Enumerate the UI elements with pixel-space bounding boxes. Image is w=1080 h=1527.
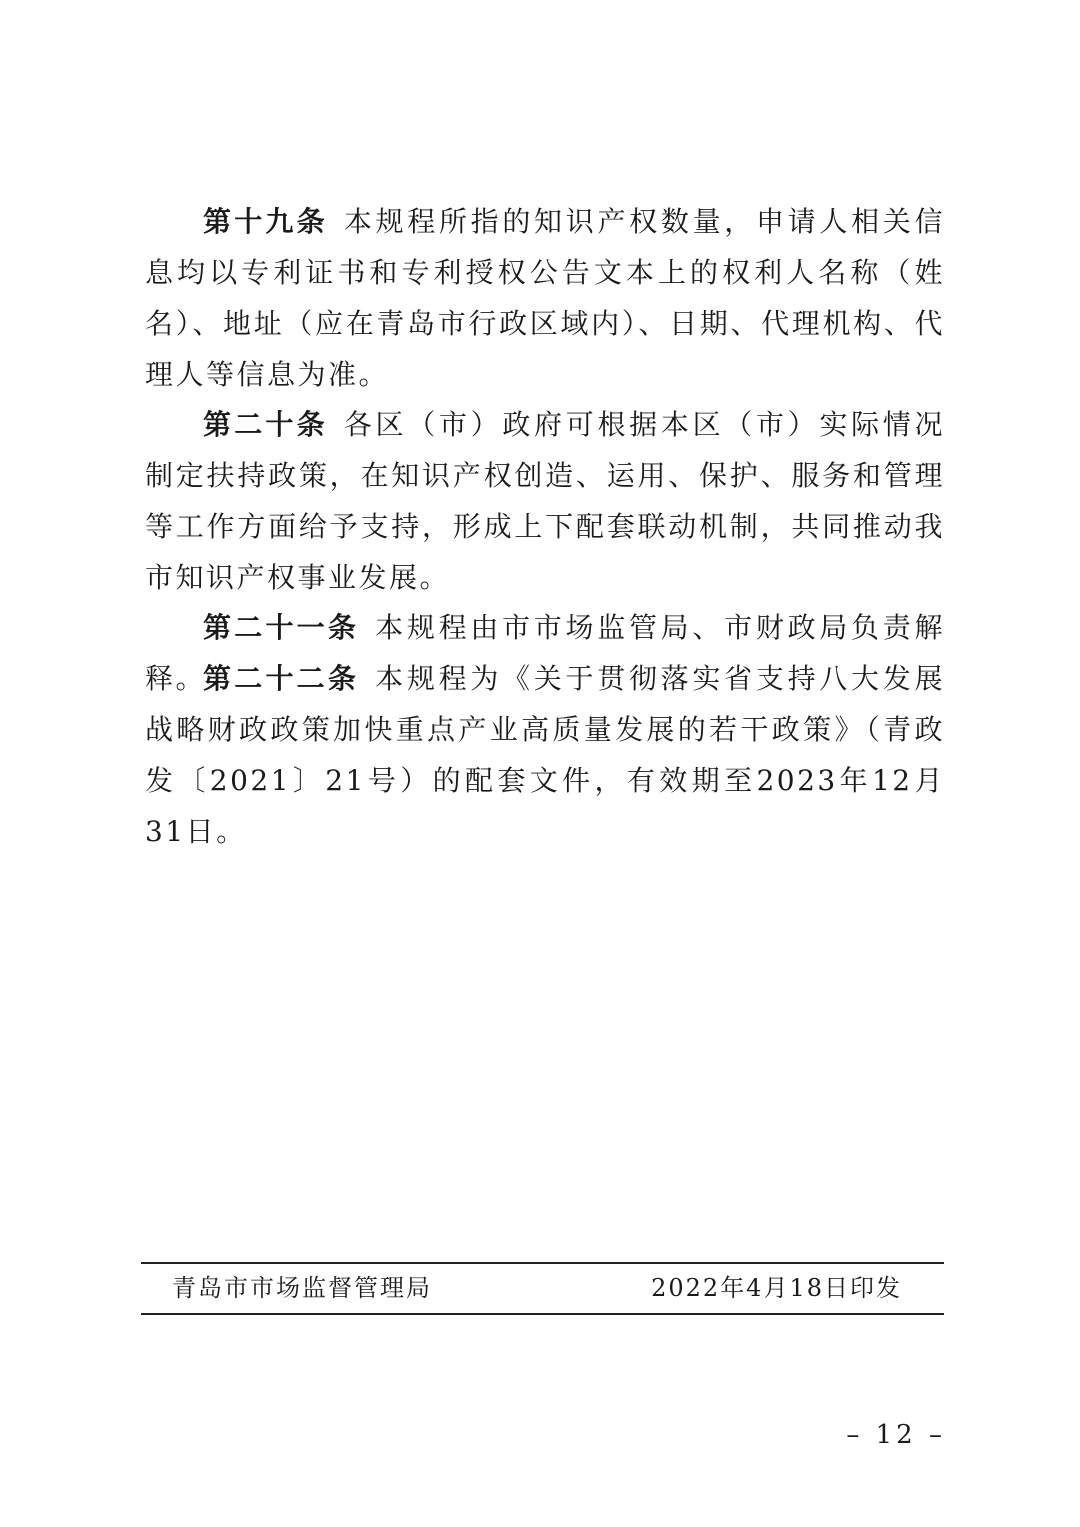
article-heading: 第二十一条 <box>203 611 360 644</box>
article-heading: 第十九条 <box>203 205 328 238</box>
footer-top-rule <box>141 1262 944 1264</box>
issuer-name: 青岛市市场监督管理局 <box>172 1274 432 1302</box>
article-body: 本规程所指的知识产权数量，申请人相关信息均以专利证书和专利授权公告文本上的权利人名称（姓名）、地址（应在青岛市行政区域内）、日期、代理机构、代理人等信息为准。 <box>145 205 945 391</box>
footer-bottom-rule <box>141 1313 944 1315</box>
article-body: 本规程由市市场监管局、市财政局负责解释。 <box>145 611 945 695</box>
page-number: – 12 – <box>846 1420 946 1450</box>
article-22 <box>145 653 945 857</box>
article-body: 本规程为《关于贯彻落实省支持八大发展战略财政政策加快重点产业高质量发展的若干政策》（青政发〔2021〕21号）的配套文件，有效期至2023年12月31日。 <box>145 662 945 848</box>
issue-date: 2022年4月18日印发 <box>651 1274 902 1302</box>
article-heading: 第二十条 <box>203 408 328 441</box>
article-19 <box>145 196 945 400</box>
article-20 <box>145 399 945 603</box>
article-body: 各区（市）政府可根据本区（市）实际情况制定扶持政策，在知识产权创造、运用、保护、服务和管理等工作方面给予支持，形成上下配套联动机制，共同推动我市知识产权事业发展。 <box>145 408 945 594</box>
article-heading: 第二十二条 <box>203 662 360 695</box>
